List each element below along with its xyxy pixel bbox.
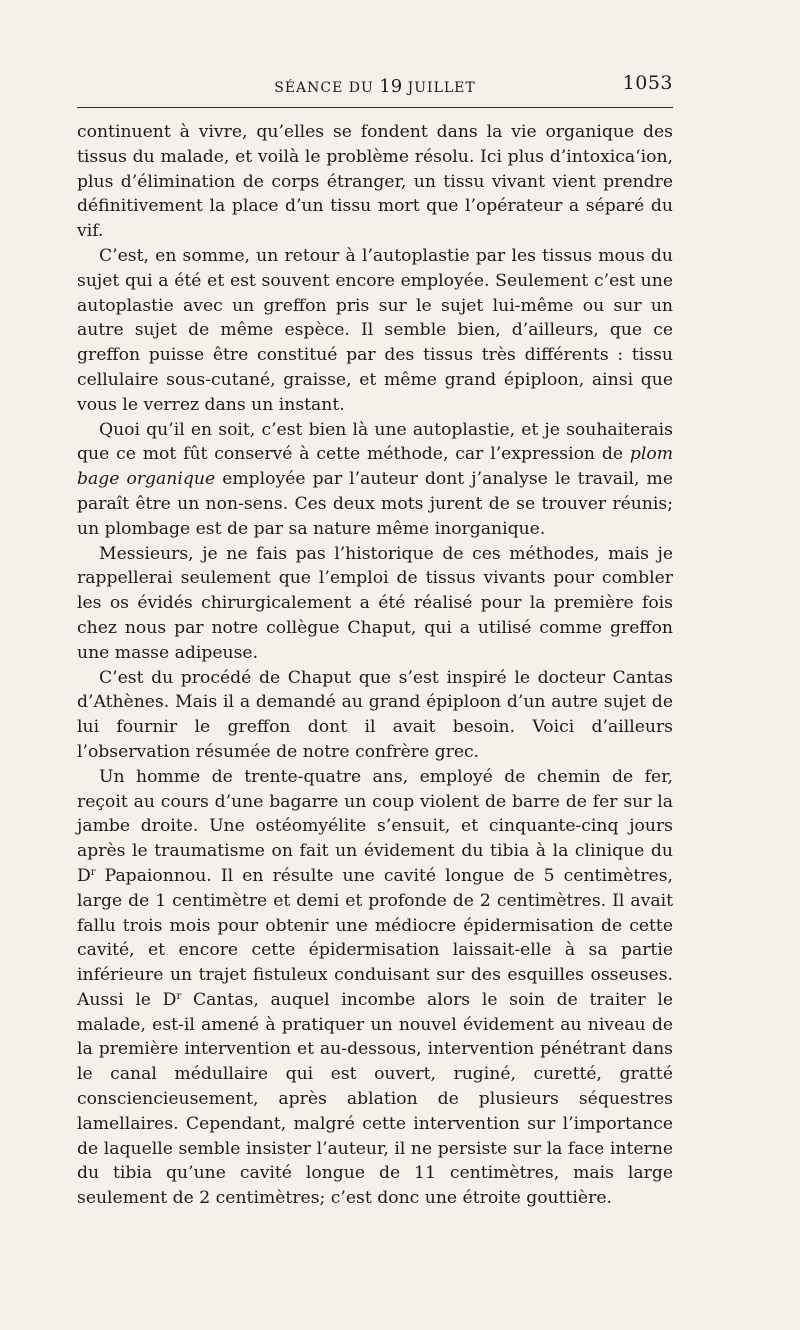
running-title [77,76,673,97]
paragraph-6-end: Cantas, auquel incombe alors le soin de traiter le malade, est-il amené à pratiquer un nouvel évidement au niveau de la première intervention et au-dessous, intervention pénétrant dans le canal médullaire qui est ouvert, ruginé, curetté, gratté consciencieusement, après ablation de plusieurs séquestres lamellaires. Cependant, malgré cette intervention sur l’importance de laquelle semble insister l’auteur, il ne persiste sur la face interne du tibia qu’une cavité longue de 11 centimètres, mais large seulement de 2 centimètres; c’est donc une étroite gouttière. [77,989,674,1209]
paragraph-1: continuent à vivre, qu’elles se fondent dans la vie organique des tissus du malade, et voilà le problème résolu. Ici plus d’intoxica‘ion, plus d’élimination de corps étranger, un tissu vivant vient prendre définitivement la place d’un tissu mort que l’opérateur a séparé du vif. [77,122,673,242]
paragraph-6 [77,765,673,1211]
header-rule [77,107,673,108]
paragraph-3-end: employée par l’auteur dont j’analyse le travail, me paraît être un non-sens. Ces deux mots jurent de se trouver réunis; un plombage est de par sa nature même inorganique. [77,469,673,539]
running-title-pre: SÉANCE DU [274,80,380,96]
running-title-day: 19 [379,76,403,97]
paragraph-3-italic-term: plom bage organique [77,444,673,490]
paragraph-5: C’est du procédé de Chaput que s’est inspiré le docteur Cantas d’Athènes. Mais il a demandé au grand épiploon d’un autre sujet de lui fournir le greffon dont il avait besoin. Voici d’ailleurs l’observation résumée de notre confrère grec. [77,667,673,762]
page-number: 1053 [622,72,673,94]
paragraph-3-start: Quoi qu’il en soit, c’est bien là une autoplastie, et je souhaiterais que ce mot fût conservé à cette méthode, car l’expression de [77,419,673,465]
running-title-post: JUILLET [402,80,476,96]
paragraph-6-start: Un homme de trente-quatre ans, employé de chemin de fer, reçoit au cours d’une bagarre un coup violent de barre de fer sur la jambe droite. Une ostéomyélite s’ensuit, et cinquante-cinq jours après le traumatisme on fait un évidement du tibia à la clinique du D [77,766,673,886]
paragraph-6-superscript-2: r [176,990,182,1002]
paragraph-2: C’est, en somme, un retour à l’autoplastie par les tissus mous du sujet qui a été et est souvent encore employée. Seulement c’est une autoplastie avec un greffon pris sur le sujet lui-même ou sur un autre sujet de même espèce. Il semble bien, d’ailleurs, que ce greffon puisse être constitué par des tissus très différents : tissu cellulaire sous-cutané, graisse, et même grand épiploon, ainsi que vous le verrez dans un instant. [77,245,673,415]
paragraph-6-middle: Papaionnou. Il en résulte une cavité longue de 5 centimètres, large de 1 centimètre et demi et profonde de 2 centimètres. Il avait fallu trois mois pour obtenir une médiocre épidermisation de cette cavité, et encore cette épidermisation laissait-elle à sa partie inférieure un trajet fistuleux conduisant sur des esquilles osseuses. Aussi le D [77,865,673,1010]
page-header [77,70,673,100]
paragraph-4: Messieurs, je ne fais pas l’historique de ces méthodes, mais je rappellerai seulement que l’emploi de tissus vivants pour combler les os évidés chirurgicalement a été réalisé pour la première fois chez nous par notre collègue Chaput, qui a utilisé comme greffon une masse adipeuse. [77,543,673,663]
paragraph-6-superscript-1: r [90,866,96,878]
body-text [77,120,673,1211]
paragraph-3 [77,418,673,542]
